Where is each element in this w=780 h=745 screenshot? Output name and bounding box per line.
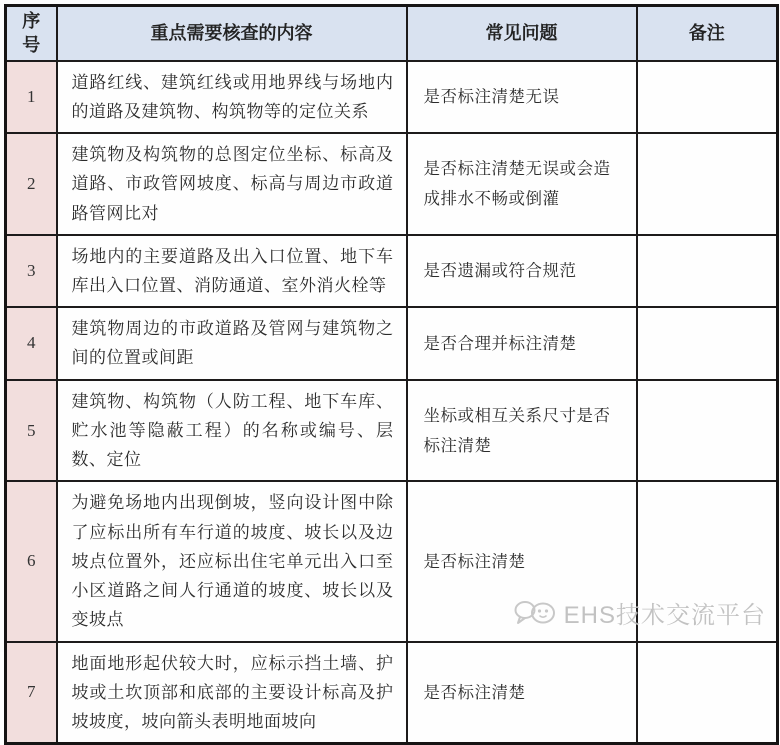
row-content: 道路红线、建筑红线或用地界线与场地内的道路及建筑物、构筑物等的定位关系: [57, 61, 407, 133]
row-remark: [637, 380, 778, 482]
row-content: 为避免场地内出现倒坡，竖向设计图中除了应标出所有车行道的坡度、坡长以及边坡点位置外，还应标出住宅单元出入口至小区道路之间人行通道的坡度、坡长以及变坡点: [57, 481, 407, 641]
table-row: [6, 642, 778, 744]
row-issue: 是否标注清楚: [407, 642, 637, 744]
row-issue: 坐标或相互关系尺寸是否标注清楚: [407, 380, 637, 482]
checklist-table: [4, 4, 779, 745]
table-row: [6, 481, 778, 641]
row-content: 建筑物、构筑物（人防工程、地下车库、贮水池等隐蔽工程）的名称或编号、层数、定位: [57, 380, 407, 482]
row-content: 场地内的主要道路及出入口位置、地下车库出入口位置、消防通道、室外消火栓等: [57, 235, 407, 307]
row-number: 6: [6, 481, 57, 641]
row-number: 3: [6, 235, 57, 307]
watermark-text: EHS技术交流平台: [563, 602, 766, 629]
row-remark: [637, 307, 778, 379]
table-row: [6, 307, 778, 379]
row-remark: [637, 133, 778, 235]
row-content: 地面地形起伏较大时，应标示挡土墙、护坡或土坎顶部和底部的主要设计标高及护坡坡度，坡向箭头表明地面坡向: [57, 642, 407, 744]
row-remark: [637, 235, 778, 307]
table-row: [6, 235, 778, 307]
table-header-row: [6, 6, 778, 61]
row-issue: 是否遗漏或符合规范: [407, 235, 637, 307]
column-header-issue: 常见问题: [407, 6, 637, 61]
row-number: 2: [6, 133, 57, 235]
row-number: 1: [6, 61, 57, 133]
row-number: 4: [6, 307, 57, 379]
row-remark: [637, 61, 778, 133]
row-issue: 是否标注清楚无误或会造成排水不畅或倒灌: [407, 133, 637, 235]
row-number: 7: [6, 642, 57, 744]
column-header-content: 重点需要核查的内容: [57, 6, 407, 61]
row-number: 5: [6, 380, 57, 482]
row-content: 建筑物及构筑物的总图定位坐标、标高及道路、市政管网坡度、标高与周边市政道路管网比对: [57, 133, 407, 235]
row-remark: [637, 481, 778, 641]
row-issue: 是否合理并标注清楚: [407, 307, 637, 379]
row-issue: 是否标注清楚无误: [407, 61, 637, 133]
column-header-remark: 备注: [637, 6, 778, 61]
row-remark: [637, 642, 778, 744]
column-header-num: 序号: [6, 6, 57, 61]
row-content: 建筑物周边的市政道路及管网与建筑物之间的位置或间距: [57, 307, 407, 379]
row-issue: 是否标注清楚: [407, 481, 637, 641]
table-row: [6, 380, 778, 482]
table-row: [6, 61, 778, 133]
table-row: [6, 133, 778, 235]
